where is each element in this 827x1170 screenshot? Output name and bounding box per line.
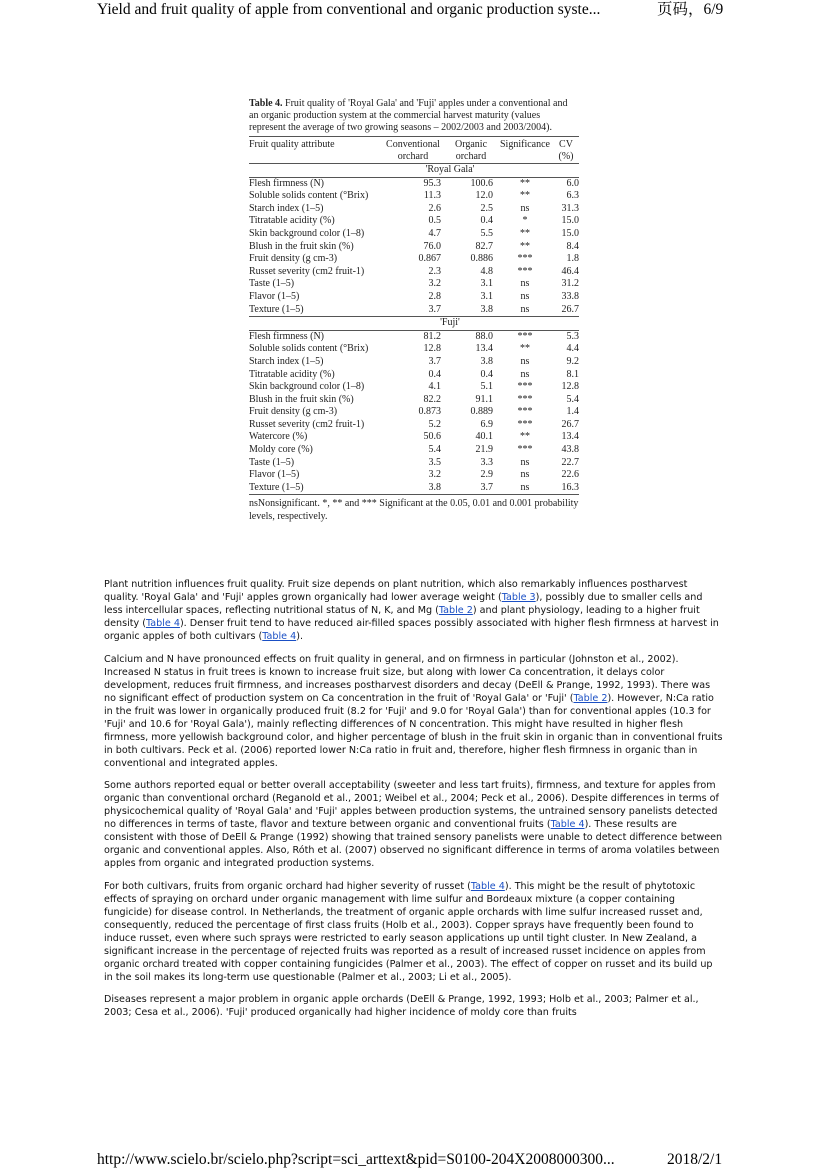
table-caption-label: Table 4.: [249, 98, 283, 109]
cultivar-row: [249, 317, 579, 331]
cell-significance: ns: [520, 355, 530, 367]
table-row: [249, 356, 579, 369]
table-row: [249, 215, 579, 228]
cultivar-row: [249, 164, 579, 178]
table-row: [249, 343, 579, 356]
table-row: [249, 406, 579, 419]
cell-attribute: Fruit density (g cm-3): [249, 253, 338, 265]
cell-cv: 1.4: [566, 406, 579, 418]
paragraph-text: ) and plant physiology, leading to a higher fruit density (: [104, 605, 700, 629]
paragraph-text: Plant nutrition influences fruit quality. Fruit size depends on plant nutrition, which also remarkably influences postharvest quality. 'Royal Gala' and 'Fuji' apples grown organically had lower average weight (: [104, 579, 688, 603]
cell-significance: ***: [517, 253, 533, 265]
cell-cv: 31.3: [561, 202, 579, 214]
paragraph-calcium-nitrogen: [104, 653, 724, 770]
print-date: 2018/2/1: [667, 1151, 723, 1168]
cell-significance: ***: [517, 265, 533, 277]
table-body: [249, 164, 579, 495]
page-url: http://www.scielo.br/scielo.php?script=sci_arttext&pid=S0100-204X2008000300...: [97, 1151, 615, 1168]
table-row: [249, 457, 579, 470]
cell-organic: 3.8: [480, 355, 493, 367]
cell-conventional: 95.3: [423, 177, 441, 189]
cell-conventional: 3.7: [428, 355, 441, 367]
cell-attribute: Starch index (1–5): [249, 355, 324, 367]
cell-conventional: 0.4: [428, 368, 441, 380]
cell-attribute: Taste (1–5): [249, 278, 295, 290]
cell-cv: 12.8: [561, 381, 579, 393]
cell-conventional: 0.873: [418, 406, 441, 418]
paragraph-text: Some authors reported equal or better overall acceptability (sweeter and less tart fruits), firmness, and texture for apples from organic than conventional orchard (Reganold et al., 2001; Weibel et al., 2004; Peck et al., 2006). Despite differences in terms of physicochemical quality of 'Royal Gala' and 'Fuji' apples between production systems, the untrained sensory panelists detected no differences in terms of taste, flavor and texture between organic and conventional fruits (: [104, 780, 719, 830]
column-header-attribute: Fruit quality attribute: [249, 139, 335, 150]
cell-significance: ***: [517, 393, 533, 405]
cell-cv: 8.4: [566, 240, 579, 252]
cell-conventional: 0.867: [418, 253, 441, 265]
cell-organic: 0.886: [470, 253, 493, 265]
paragraph-sensory-acceptability: [104, 779, 724, 870]
table-reference-link[interactable]: Table 4: [470, 880, 505, 892]
table-reference-link[interactable]: Table 3: [501, 592, 536, 603]
cell-attribute: Russet severity (cm2 fruit-1): [249, 265, 365, 277]
cell-significance: ns: [520, 202, 530, 214]
cell-cv: 6.3: [566, 190, 579, 202]
table-reference-link[interactable]: Table 4: [262, 631, 297, 642]
cell-attribute: Russet severity (cm2 fruit-1): [249, 418, 365, 430]
cell-attribute: Soluble solids content (°Brix): [249, 343, 369, 355]
cell-attribute: Soluble solids content (°Brix): [249, 190, 369, 202]
cell-conventional: 2.3: [428, 265, 441, 277]
column-header-organic: Organic orchard: [454, 139, 488, 162]
table-reference-link[interactable]: Table 2: [438, 605, 473, 616]
cell-significance: ns: [520, 290, 530, 302]
cell-cv: 16.3: [553, 482, 579, 495]
table-row: [249, 469, 579, 482]
cell-organic: 0.4: [480, 368, 493, 380]
cell-conventional: 5.2: [428, 418, 441, 430]
cell-attribute: Moldy core (%): [249, 444, 313, 456]
cell-organic: 40.1: [475, 431, 493, 443]
cell-attribute: Starch index (1–5): [249, 202, 324, 214]
table-row: [249, 278, 579, 291]
paragraph-russet-severity: [104, 880, 724, 984]
cell-conventional: 81.2: [423, 330, 441, 342]
column-header-conventional: Conventional orchard: [386, 139, 440, 162]
table-row: [249, 369, 579, 382]
cell-attribute: Titratable acidity (%): [249, 368, 335, 380]
table-row: [249, 203, 579, 216]
cell-significance: ***: [517, 406, 533, 418]
cell-organic: 91.1: [475, 393, 493, 405]
cell-attribute: Blush in the fruit skin (%): [249, 240, 354, 252]
page-number: 页码，6/9: [657, 1, 724, 18]
article-body: [104, 578, 724, 1029]
cell-organic: 3.3: [480, 456, 493, 468]
cell-organic: 13.4: [475, 343, 493, 355]
cell-cv: 26.7: [561, 418, 579, 430]
cell-cv: 13.4: [561, 431, 579, 443]
cell-attribute: Texture (1–5): [249, 482, 381, 495]
table-reference-link[interactable]: Table 4: [550, 819, 585, 830]
cell-organic: 5.5: [480, 227, 493, 239]
cell-cv: 33.8: [561, 290, 579, 302]
cell-significance: ***: [517, 381, 533, 393]
cell-attribute: Skin background color (1–8): [249, 227, 365, 239]
cell-conventional: 4.7: [428, 227, 441, 239]
paragraph-diseases: [104, 993, 724, 1019]
page-header-title: Yield and fruit quality of apple from conventional and organic production syste...: [97, 1, 601, 18]
cell-cv: 15.0: [561, 227, 579, 239]
cell-significance: **: [520, 190, 530, 202]
cell-attribute: Texture (1–5): [249, 303, 304, 315]
cell-organic: 5.1: [480, 381, 493, 393]
cell-significance: ***: [517, 418, 533, 430]
cell-significance: **: [520, 343, 530, 355]
cell-organic: 3.1: [480, 290, 493, 302]
cell-cv: 4.4: [566, 343, 579, 355]
cell-organic: 2.9: [480, 469, 493, 481]
cell-cv: 15.0: [561, 215, 579, 227]
table-row: [249, 394, 579, 407]
cell-conventional: 82.2: [423, 393, 441, 405]
table-caption: [249, 98, 579, 134]
table-row: [249, 444, 579, 457]
cell-conventional: 3.2: [428, 278, 441, 290]
cell-attribute: Titratable acidity (%): [249, 215, 335, 227]
table-header-row: [249, 137, 579, 164]
cell-significance: ns: [497, 482, 553, 495]
table-4: [249, 98, 579, 523]
cell-organic: 3.7: [445, 482, 497, 495]
cell-organic: 3.8: [480, 303, 493, 315]
cultivar-label: 'Fuji': [249, 317, 579, 331]
cell-conventional: 0.5: [428, 215, 441, 227]
browser-print-header: [97, 0, 737, 24]
cell-conventional: 3.2: [428, 469, 441, 481]
table-caption-text: Fruit quality of 'Royal Gala' and 'Fuji' apples under a conventional and an organic production system at the commercial harvest maturity (values represent the average of two growing seasons – 2002/2003 and 2003/2004).: [249, 98, 568, 133]
cultivar-label: 'Royal Gala': [249, 164, 579, 178]
table-row: [249, 177, 579, 190]
cell-significance: **: [520, 177, 530, 189]
cell-cv: 46.4: [561, 265, 579, 277]
cell-conventional: 2.6: [428, 202, 441, 214]
cell-cv: 5.4: [566, 393, 579, 405]
cell-conventional: 76.0: [423, 240, 441, 252]
cell-attribute: Skin background color (1–8): [249, 381, 365, 393]
paragraph-text: ), possibly due to smaller cells and less intercellular spaces, reflecting nutritional status of N, K, and Mg (: [104, 592, 703, 616]
cell-cv: 6.0: [566, 177, 579, 189]
cell-organic: 0.889: [470, 406, 493, 418]
cell-conventional: 3.5: [428, 456, 441, 468]
cell-conventional: 3.7: [428, 303, 441, 315]
cell-conventional: 11.3: [423, 190, 441, 202]
cell-organic: 12.0: [475, 190, 493, 202]
cell-cv: 8.1: [566, 368, 579, 380]
fruit-quality-table: [249, 136, 579, 495]
cell-cv: 5.3: [566, 330, 579, 342]
cell-organic: 88.0: [475, 330, 493, 342]
cell-significance: ns: [520, 303, 530, 315]
cell-attribute: Flavor (1–5): [249, 469, 300, 481]
cell-conventional: 4.1: [428, 381, 441, 393]
cell-attribute: Flavor (1–5): [249, 290, 300, 302]
paragraph-text: ). However, N:Ca ratio in the fruit was lower in organically produced fruit (8.2 for 'Fuji' and 9.0 for 'Royal Gala') than for conventional apples (10.3 for 'Fuji' and 10.6 for 'Royal Gala'), mainly reflecting differences of N concentration. This might have resulted in higher flesh firmness, more yellowish background color, and higher percentage of blush in the fruit skin in organic than in conventional fruits in both cultivars. Peck et al. (2006) reported lower N:Ca ratio in fruit and, therefore, higher flesh firmness in organic than in conventional and integrated apples.: [104, 692, 723, 769]
paragraph-text: Calcium and N have pronounced effects on fruit quality in general, and on firmness in particular (Johnston et al., 2002). Increased N status in fruit trees is known to increase fruit size, but along with lower Ca concentration, it delays color development, reduces fruit firmness, and increases postharvest disorders and decay (DeEll & Prange, 1992, 1993). There was no significant effect of production system on Ca concentration in the fruit of 'Royal Gala' or 'Fuji' (: [104, 653, 711, 704]
cell-significance: **: [520, 240, 530, 252]
table-row: [249, 241, 579, 254]
cell-attribute: Fruit density (g cm-3): [249, 406, 338, 418]
table-footnote: nsNonsignificant. *, ** and *** Significant at the 0.05, 0.01 and 0.001 probability levels, respectively.: [249, 498, 579, 522]
table-row: [249, 381, 579, 394]
cell-significance: ns: [520, 456, 530, 468]
table-row: [249, 228, 579, 241]
table-row: [249, 190, 579, 203]
table-reference-link[interactable]: Table 2: [573, 692, 608, 704]
table-row: [249, 266, 579, 279]
cell-conventional: 12.8: [423, 343, 441, 355]
cell-organic: 82.7: [475, 240, 493, 252]
table-row: [249, 330, 579, 343]
cell-significance: ***: [517, 330, 533, 342]
cell-conventional: 5.4: [428, 444, 441, 456]
cell-conventional: 2.8: [428, 290, 441, 302]
cell-significance: **: [520, 431, 530, 443]
cell-significance: *: [522, 215, 528, 227]
paragraph-text: ).: [296, 631, 304, 642]
cell-significance: ns: [520, 469, 530, 481]
table-row: [249, 304, 579, 317]
cell-organic: 4.8: [480, 265, 493, 277]
column-header-significance: Significance: [500, 139, 550, 150]
cell-organic: 100.6: [470, 177, 493, 189]
cell-attribute: Flesh firmness (N): [249, 330, 324, 342]
cell-cv: 1.8: [566, 253, 579, 265]
cell-attribute: Taste (1–5): [249, 456, 295, 468]
cell-organic: 0.4: [480, 215, 493, 227]
paragraph-text: ). Denser fruit tend to have reduced air-filled spaces possibly associated with higher flesh firmness at harvest in organic apples of both cultivars (: [104, 618, 719, 642]
cell-attribute: Watercore (%): [249, 431, 308, 443]
cell-significance: ns: [520, 278, 530, 290]
cell-organic: 3.1: [480, 278, 493, 290]
cell-organic: 21.9: [475, 444, 493, 456]
cell-significance: ***: [517, 444, 533, 456]
table-row: [249, 419, 579, 432]
cell-conventional: 3.8: [381, 482, 445, 495]
cell-significance: ns: [520, 368, 530, 380]
paragraph-text: ). These results are consistent with those of DeEll & Prange (1992) showing that trained sensory panelists were unable to detect difference between organic and conventional apples. Also, Róth et al. (2007) observed no significant difference in terms of aroma volatiles between apples from organic and integrated production systems.: [104, 819, 723, 869]
cell-cv: 22.6: [561, 469, 579, 481]
column-header-cv: CV (%): [558, 139, 574, 162]
table-row: [249, 253, 579, 266]
cell-significance: **: [520, 227, 530, 239]
cell-organic: 6.9: [480, 418, 493, 430]
cell-attribute: Blush in the fruit skin (%): [249, 393, 354, 405]
cell-cv: 9.2: [566, 355, 579, 367]
table-row: [249, 291, 579, 304]
table-row: [249, 482, 579, 495]
paragraph-text: ). This might be the result of phytotoxic effects of spraying on orchard under organic management with lime sulfur and Bordeaux mixture (a copper containing fungicide) for disease control. In Netherlands, the treatment of organic apple orchards with lime sulfur increased russet and, consequently, reduced the percentage of first class fruits (Holb et al., 2003). Copper sprays have frequently been found to induce russet, even where such sprays were restricted to early season applications up until tight cluster. In New Zealand, a significant increase in the percentage of rejected fruits was reported as a result of increased russet incidence on apples from organic orchard treated with copper containing fungicides (Palmer et al., 2003). The effect of copper on russet and its build up in the soil makes its long-term use questionable (Palmer et al., 2003; Li et al., 2005).: [104, 880, 713, 983]
cell-organic: 2.5: [480, 202, 493, 214]
cell-attribute: Flesh firmness (N): [249, 177, 324, 189]
cell-cv: 43.8: [561, 444, 579, 456]
paragraph-plant-nutrition: [104, 578, 724, 643]
paragraph-text: Diseases represent a major problem in organic apple orchards (DeEll & Prange, 1992, 1993; Holb et al., 2003; Palmer et al., 2003; Cesa et al., 2006). 'Fuji' produced organically had higher incidence of moldy core than fruits: [104, 994, 699, 1018]
cell-cv: 22.7: [561, 456, 579, 468]
table-row: [249, 431, 579, 444]
cell-conventional: 50.6: [423, 431, 441, 443]
paragraph-text: For both cultivars, fruits from organic orchard had higher severity of russet (: [104, 880, 471, 892]
cell-cv: 31.2: [561, 278, 579, 290]
table-reference-link[interactable]: Table 4: [145, 618, 180, 629]
cell-cv: 26.7: [561, 303, 579, 315]
